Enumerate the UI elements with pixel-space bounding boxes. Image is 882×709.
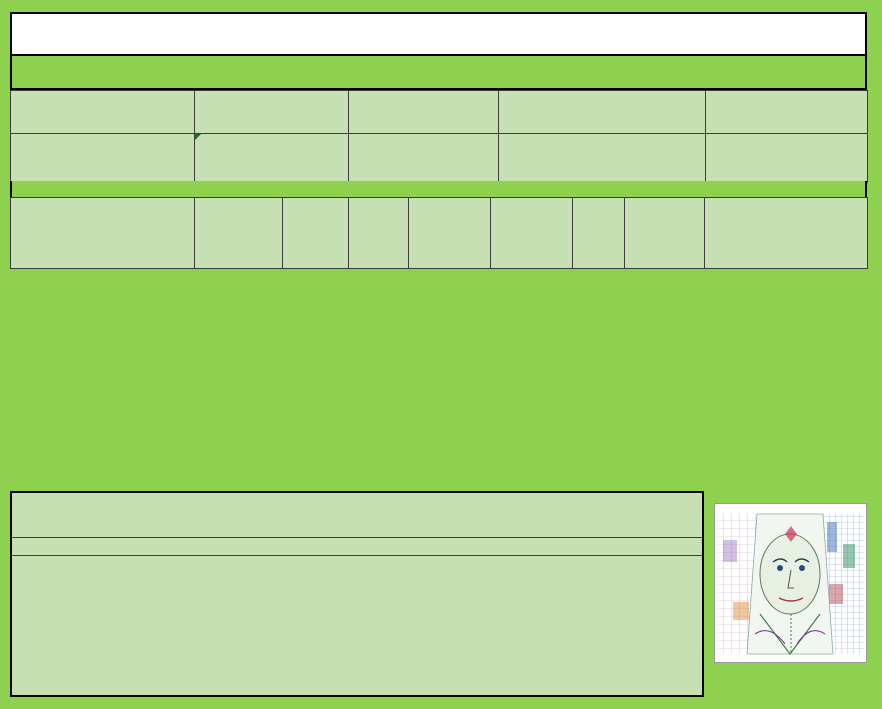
header-umb bbox=[195, 198, 283, 269]
kin-header-row bbox=[11, 91, 868, 134]
header-esfera bbox=[573, 198, 625, 269]
header-coordenadas bbox=[491, 198, 573, 269]
kin-table bbox=[10, 90, 868, 183]
face-grid-illustration bbox=[715, 504, 866, 662]
kin-value-analogo[interactable] bbox=[349, 134, 499, 183]
kin-value-destino[interactable] bbox=[11, 134, 195, 183]
page-title bbox=[10, 12, 867, 56]
kin-value-guia[interactable] bbox=[195, 134, 349, 183]
header-matriz bbox=[283, 198, 349, 269]
header-notas bbox=[349, 198, 409, 269]
kin-header-destino bbox=[11, 91, 195, 134]
kin-value-row bbox=[11, 134, 868, 183]
frequency-banner bbox=[10, 56, 867, 90]
kin-value-antipoda[interactable] bbox=[499, 134, 706, 183]
kin-header-oculto bbox=[706, 91, 868, 134]
header-info bbox=[705, 198, 868, 269]
separator-bar bbox=[10, 181, 867, 197]
kin-header-guia bbox=[195, 91, 349, 134]
navigation-panel bbox=[10, 491, 704, 697]
header-dimens bbox=[625, 198, 705, 269]
header-circuito bbox=[409, 198, 491, 269]
avatar-title bbox=[12, 538, 702, 556]
activation-table bbox=[10, 197, 868, 269]
navigation-header bbox=[12, 493, 702, 538]
header-blank bbox=[11, 198, 195, 269]
synchronotron-image bbox=[714, 503, 867, 663]
table-header-row bbox=[11, 198, 868, 269]
kin-header-antipoda bbox=[499, 91, 706, 134]
kin-header-analogo bbox=[349, 91, 499, 134]
kin-value-oculto[interactable] bbox=[706, 134, 868, 183]
